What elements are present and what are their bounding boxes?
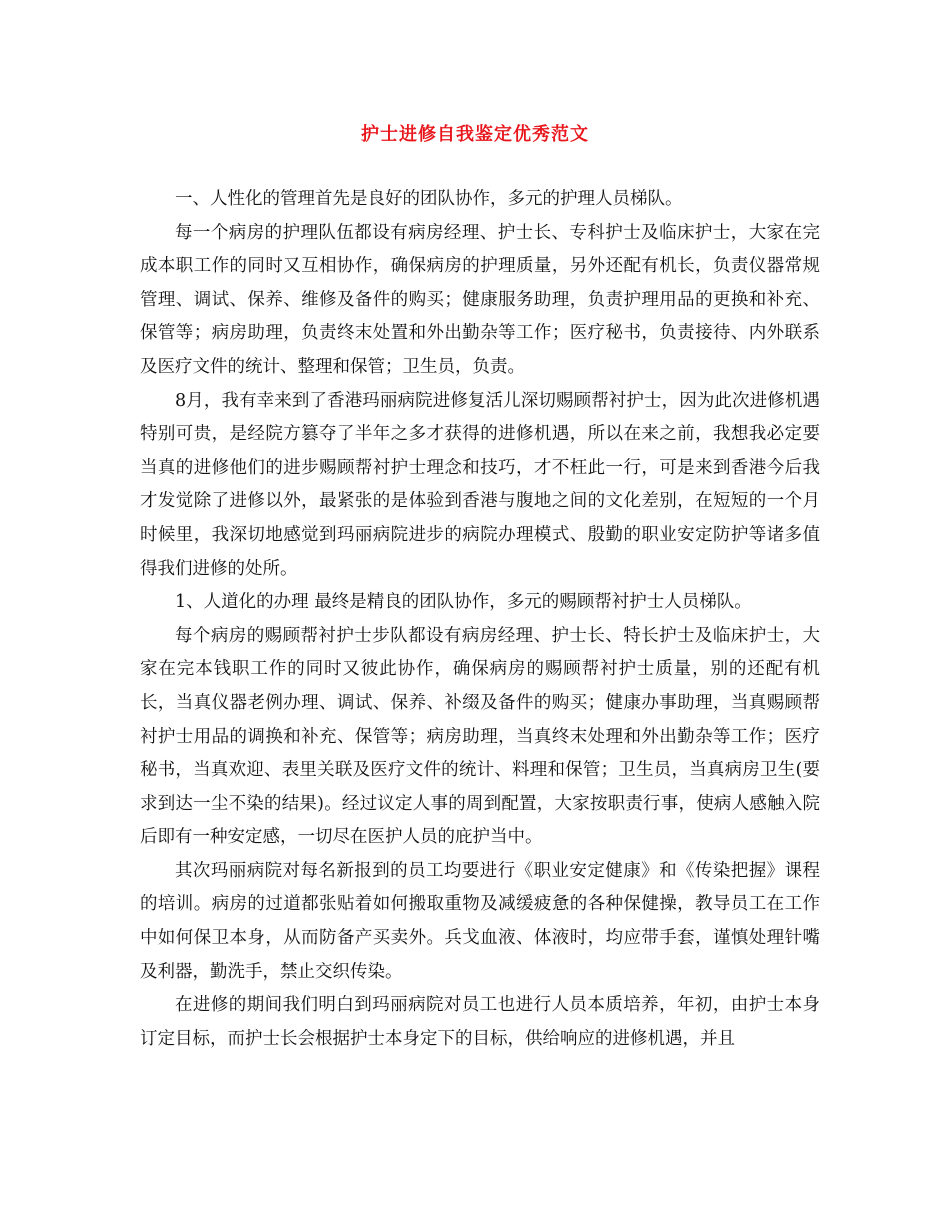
paragraph: 在进修的期间我们明白到玛丽病院对员工也进行人员本质培养，年初，由护士本身订定目标，而护士长会根据护士本身定下的目标，供给响应的进修机遇，并且 xyxy=(140,995,820,1049)
paragraph: 每一个病房的护理队伍都设有病房经理、护士长、专科护士及临床护士，大家在完成本职工作的同时又互相协作，确保病房的护理质量，另外还配有机长，负责仪器常规管理、调试、保养、维修及备件的购买；健康服务助理，负责护理用品的更换和补充、保管等；病房助理，负责终末处置和外出勤杂等工作；医疗秘书，负责接待、内外联系及医疗文件的统计、整理和保管；卫生员，负责。 xyxy=(140,222,820,377)
paragraph: 8月，我有幸来到了香港玛丽病院进修复活儿深切赐顾帮衬护士，因为此次进修机遇特别可贵，是经院方篡夺了半年之多才获得的进修机遇，所以在来之前，我想我必定要当真的进修他们的进步赐顾帮衬护士理念和技巧，才不枉此一行，可是来到香港今后我才发觉除了进修以外，最紧张的是体验到香港与腹地之间的文化差别，在短短的一个月时候里，我深切地感觉到玛丽病院进步的病院办理模式、殷勤的职业安定防护等诸多值得我们进修的处所。 xyxy=(140,390,820,579)
paragraph: 一、人性化的管理首先是良好的团队协作，多元的护理人员梯队。 xyxy=(175,189,683,209)
paragraph: 其次玛丽病院对每名新报到的员工均要进行《职业安定健康》和《传染把握》课程的培训。病房的过道都张贴着如何搬取重物及减缓疲惫的各种保健操，教导员工在工作中如何保卫本身，从而防备产买卖外。兵戈血液、体液时，均应带手套，谨慎处理针嘴及利器，勤洗手，禁止交织传染。 xyxy=(140,860,820,982)
document-body xyxy=(140,183,820,1056)
paragraph: 每个病房的赐顾帮衬护士步队都设有病房经理、护士长、特长护士及临床护士，大家在完本钱职工作的同时又彼此协作，确保病房的赐顾帮衬护士质量，别的还配有机长，当真仪器老例办理、调试、保养、补缀及备件的购买；健康办事助理，当真赐顾帮衬护士用品的调换和补充、保管等；病房助理，当真终末处理和外出勤杂等工作；医疗秘书，当真欢迎、表里关联及医疗文件的统计、料理和保管；卫生员，当真病房卫生(要求到达一尘不染的结果)。经过议定人事的周到配置，大家按职责行事，使病人感触入院后即有一种安定感，一切尽在医护人员的庇护当中。 xyxy=(140,625,820,848)
document-title: 护士进修自我鉴定优秀范文 xyxy=(361,124,589,145)
paragraph: 1、人道化的办理 最终是精良的团队协作，多元的赐顾帮衬护士人员梯队。 xyxy=(175,592,752,613)
